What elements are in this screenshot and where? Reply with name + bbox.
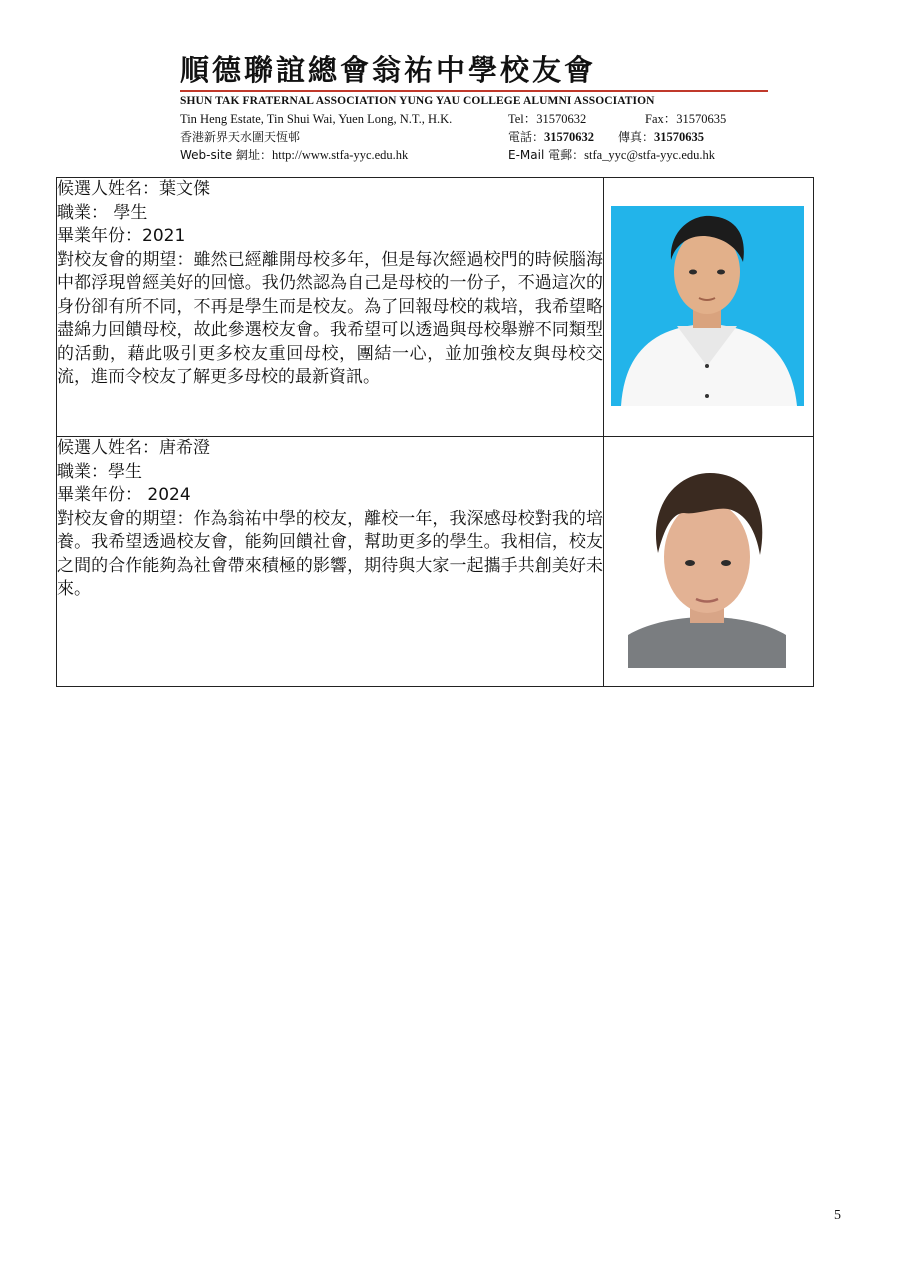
fax-label: Fax： — [645, 112, 677, 126]
address-chinese — [180, 128, 300, 146]
tel-label: Tel： — [508, 112, 537, 126]
candidate-photo — [628, 467, 786, 668]
portrait-illustration — [628, 467, 786, 668]
candidate-name: 候選人姓名：唐希澄 — [57, 438, 210, 458]
fax-zh-value: 31570635 — [654, 130, 705, 144]
phone-zh-value: 31570632 — [544, 130, 595, 144]
website-link[interactable]: http://www.stfa-yyc.edu.hk — [271, 148, 409, 162]
candidates-table — [56, 177, 814, 687]
candidate-photo — [611, 206, 804, 406]
candidate-name: 候選人姓名：葉文傑 — [57, 179, 210, 199]
organization-chinese-name: 順德聯誼總會翁祐中學校友會 — [180, 53, 597, 87]
candidate-row — [57, 437, 814, 687]
tel-value: 31570632 — [536, 112, 587, 126]
letterhead — [180, 50, 780, 107]
address-english: Tin Heng Estate, Tin Shui Wai, Yuen Long, N.T., H.K. — [180, 112, 453, 126]
candidate-graduation-year: 畢業年份：2021 — [57, 226, 186, 246]
email-line — [508, 146, 715, 164]
candidate-expectation: 對校友會的期望：雖然已經離開母校多年，但是每次經過校門的時候腦海中都浮現曾經美好的回憶。我仍然認為自己是母校的一份子，不過這次的身份卻有所不同，不再是學生而是校友。為了回報母校的栽培，我希望略盡綿力回饋母校，故此參選校友會。我希望可以透過與母校舉辦不同類型的活動，藉此吸引更多校友重回母校，團結一心，並加強校友與母校交流，進而令校友了解更多母校的最新資訊。 — [57, 249, 603, 387]
candidate-graduation-year: 畢業年份： 2024 — [57, 485, 191, 505]
website-label: Web-site 網址： — [180, 148, 272, 162]
candidate-occupation: 職業：學生 — [57, 461, 142, 482]
portrait-illustration — [611, 206, 804, 406]
candidate-photo-cell — [604, 437, 814, 687]
address-chinese-text: 香港新界天水圍天恆邨 — [180, 130, 301, 144]
title-divider — [180, 90, 768, 92]
fax-zh-line — [618, 128, 704, 146]
candidate-photo-cell — [604, 178, 814, 437]
candidate-occupation: 職業： 學生 — [57, 202, 148, 223]
website-line — [180, 146, 408, 164]
candidate-expectation: 對校友會的期望：作為翁祐中學的校友，離校一年，我深感母校對我的培養。我希望透過校友會，能夠回饋社會，幫助更多的學生。我相信，校友之間的合作能夠為社會帶來積極的影響，期待與大家一起攜手共創美好未來。 — [57, 508, 603, 599]
organization-english-name: SHUN TAK FRATERNAL ASSOCIATION YUNG YAU COLLEGE ALUMNI ASSOCIATION — [180, 95, 655, 107]
page-number: 5 — [834, 1208, 841, 1223]
candidate-info-cell — [57, 437, 604, 687]
candidate-row — [57, 178, 814, 437]
tel-line — [508, 110, 586, 128]
fax-zh-label: 傳真： — [618, 130, 655, 144]
phone-zh-line — [508, 128, 594, 146]
fax-line — [645, 110, 726, 128]
phone-zh-label: 電話： — [508, 130, 545, 144]
fax-value: 31570635 — [676, 112, 727, 126]
candidate-info-cell — [57, 178, 604, 437]
email-label: E-Mail 電郵： — [508, 148, 585, 162]
email-link[interactable]: stfa_yyc@stfa-yyc.edu.hk — [584, 148, 716, 162]
